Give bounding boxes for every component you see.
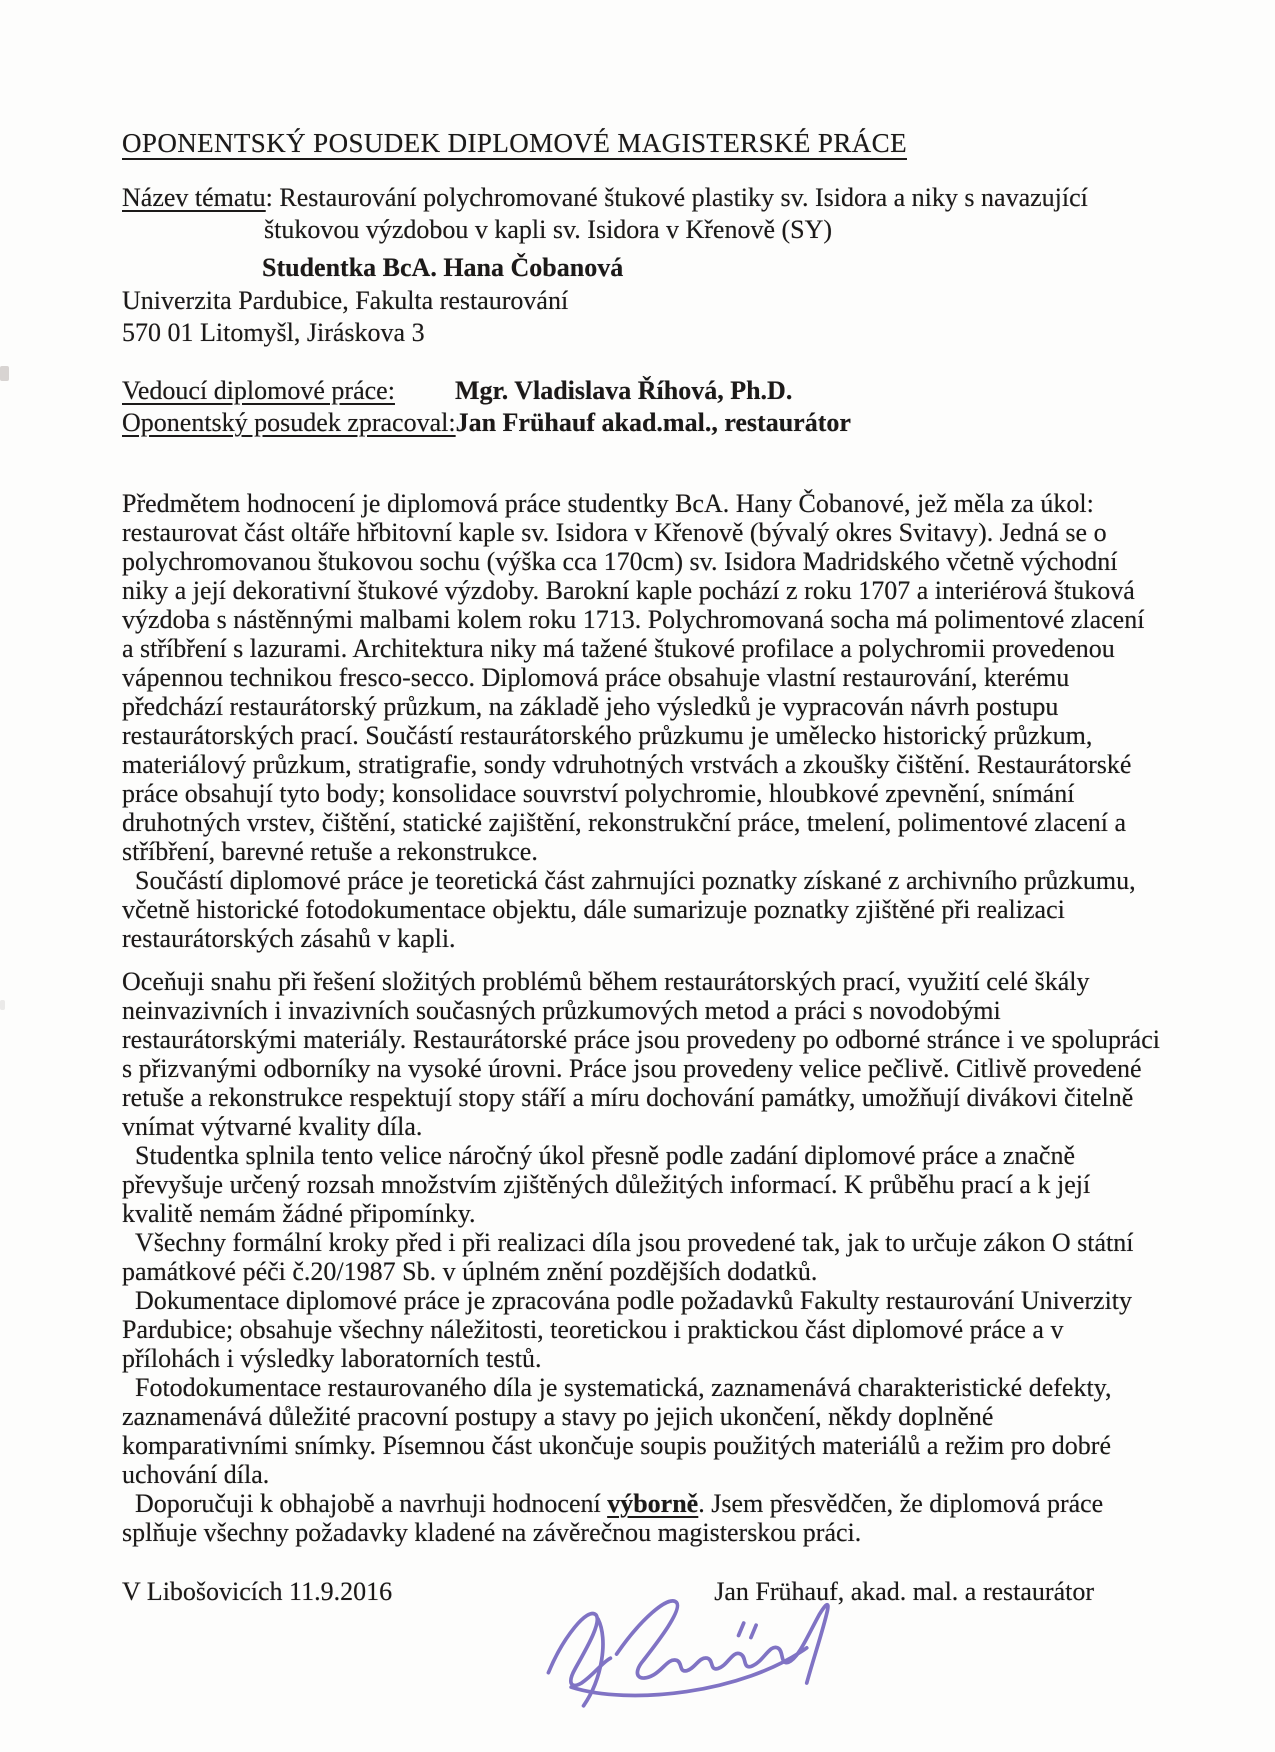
supervisor-label: Vedoucí diplomové práce: bbox=[122, 376, 395, 405]
spacer bbox=[122, 349, 1162, 375]
paragraph: Fotodokumentace restaurovaného díla je systematická, zaznamenává charakteristické defekty, zaznamenává důležité pracovní postupy a stavy po jejich ukončení, někdy doplněné komparativními snímky. Písemnou část ukončuje soupis použitých materiálů a režim pro dobré uchování díla. bbox=[122, 1373, 1112, 1489]
recommendation-after: . Jsem přesvědčen, že diplomová práce splňuje všechny požadavky kladené na závěrečnou magisterskou práci. bbox=[122, 1489, 1104, 1547]
paragraph: Předmětem hodnocení je diplomová práce studentky BcA. Hany Čobanové, jež měla za úkol: restaurovat část oltáře hřbitovní kaple sv. Isidora v Křenově (bývalý okres Svitavy). Jedná se o polychromovanou štukovou sochu (výška cca 170cm) sv. Isidora Madridského včetně východní niky a její dekorativní štukové výzdoby. Barokní kaple pochází z roku 1707 a interiérová štuková výzdoba s nástěnnými malbami kolem roku 1713. Polychromovaná socha má polimentové zlacení a stříbření s lazurami. Architektura niky má tažené štukové profilace a polychromii provedenou vápennou technikou fresco-secco. Diplomová práce obsahuje vlastní restaurování, kterému předchází restaurátorský průzkum, na základě jeho výsledků je vypracován návrh postupu restaurátorských prací. Součástí restaurátorského průzkumu je umělecko historický průzkum, materiálový průzkum, stratigrafie, sondy vdruhotných vrstvách a zkoušky čištění. Restaurátorské práce obsahují tyto body; konsolidace souvrství polychromie, hloubkové zpevnění, snímání druhotných vrstev, čištění, statické zajištění, rekonstrukční práce, tmelení, polimentové zlacení a stříbření, barevné retuše a rekonstrukce. bbox=[122, 489, 1145, 866]
scan-artifact bbox=[0, 366, 9, 381]
paragraph: Oceňuji snahu při řešení složitých problémů během restaurátorských prací, využití celé škály neinvazivních i invazivních současných průzkumových metod a práci s novodobými restaurátorskými materiály. Restaurátorské práce jsou provedeny po odborné stránce i ve spolupráci s přizvanými odborníky na vysoké úrovni. Práce jsou provedeny velice pečlivě. Citlivě provedené retuše a rekonstrukce respektují stopy stáří a míru dochování památky, umožňují divákovi čitelně vnímat výtvarné kvality díla. bbox=[122, 967, 1160, 1141]
place-and-date: V Libošovicích 11.9.2016 bbox=[122, 1577, 393, 1606]
spacer bbox=[122, 439, 1162, 469]
paragraph: Dokumentace diplomové práce je zpracována podle požadavků Fakulty restaurování Univerzity Pardubice; obsahuje všechny náležitosti, teoretickou i praktickou část diplomové práce a v přílohách i výsledky laboratorních testů. bbox=[122, 1286, 1133, 1373]
spacer bbox=[122, 469, 1162, 489]
university-address: 570 01 Litomyšl, Jiráskova 3 bbox=[122, 318, 425, 347]
paragraph: Všechny formální kroky před i při realizaci díla jsou provedené tak, jak to určuje zákon O státní památkové péči č.20/1987 Sb. v úplném znění pozdějších dodatků. bbox=[122, 1228, 1134, 1286]
university-name: Univerzita Pardubice, Fakulta restaurování bbox=[122, 286, 569, 315]
document-content bbox=[122, 128, 1162, 1607]
review-body bbox=[122, 489, 1162, 1547]
recommendation-paragraph bbox=[122, 1489, 1162, 1547]
topic-separator: : bbox=[265, 183, 280, 212]
scan-artifact bbox=[0, 1000, 5, 1010]
reviewer-row bbox=[122, 407, 1162, 439]
recommendation-grade: výborně bbox=[607, 1489, 699, 1518]
thesis-topic bbox=[122, 182, 1162, 246]
topic-line1: Restaurování polychromované štukové plastiky sv. Isidora a niky s navazující bbox=[279, 183, 1088, 212]
reviewer-value: Jan Frühauf akad.mal., restaurátor bbox=[455, 408, 851, 437]
topic-line2: štukovou výzdobou v kapli sv. Isidora v Křenově (SY) bbox=[264, 215, 833, 244]
supervisor-row bbox=[122, 375, 1162, 407]
supervisor-value: Mgr. Vladislava Říhová, Ph.D. bbox=[455, 376, 793, 405]
paragraph: Studentka splnila tento velice náročný úkol přesně podle zadání diplomové práce a značně převyšuje určený rozsah množstvím zjištěných důležitých informací. K průběhu prací a k její kvalitě nemám žádné připomínky. bbox=[122, 1141, 1091, 1228]
paragraph-group-evaluation bbox=[122, 967, 1162, 1489]
paragraph-group-description bbox=[122, 489, 1162, 953]
handwritten-signature-icon bbox=[536, 1576, 846, 1726]
topic-label: Název tématu bbox=[122, 183, 266, 212]
recommendation-before: Doporučuji k obhajobě a navrhuji hodnocení bbox=[135, 1489, 608, 1518]
paragraph: Součástí diplomové práce je teoretická část zahrnujíci poznatky získané z archivního průzkumu, včetně historické fotodokumentace objektu, dále sumarizuje poznatky zjištěné při realizaci restaurátorských zásahů v kapli. bbox=[122, 866, 1136, 953]
reviewer-label: Oponentský posudek zpracoval: bbox=[122, 408, 456, 437]
signatory-name: Jan Frühauf, akad. mal. a restaurátor bbox=[714, 1577, 1094, 1606]
document-title: OPONENTSKÝ POSUDEK DIPLOMOVÉ MAGISTERSKÉ PRÁCE bbox=[122, 128, 907, 158]
student-name: Studentka BcA. Hana Čobanová bbox=[262, 253, 624, 282]
